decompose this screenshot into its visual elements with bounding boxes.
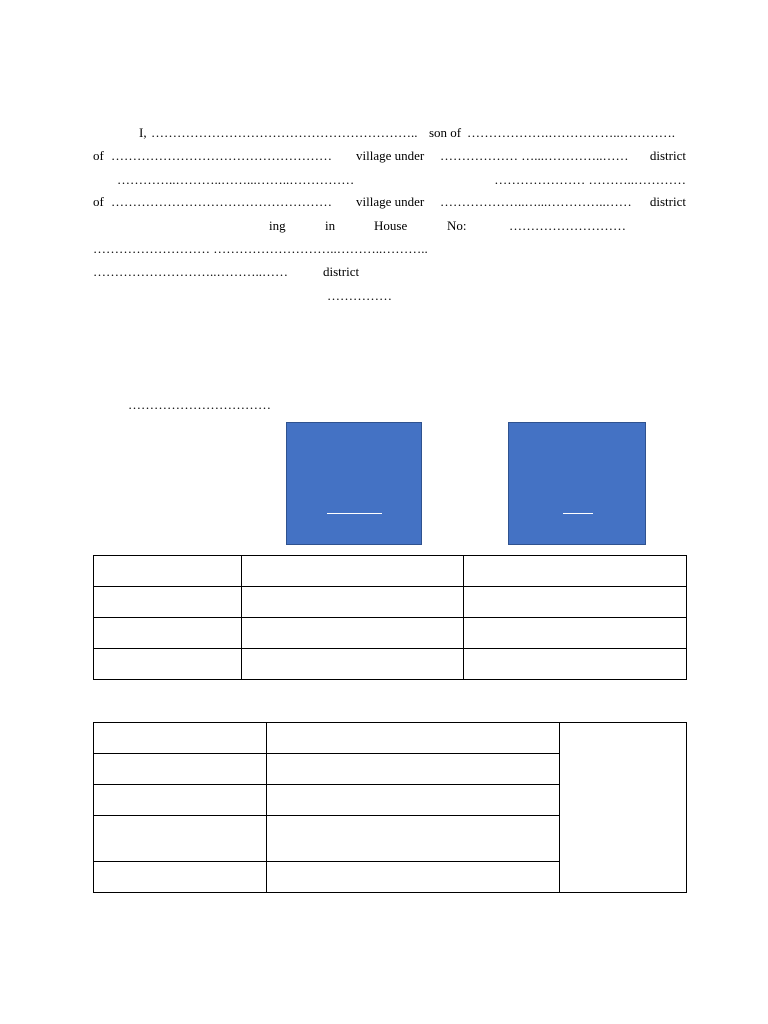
blank-3a: …………..………..……...……..…………… [117,172,355,187]
table-cell [464,649,687,680]
son-of-label: son of [429,125,462,140]
table-cell [94,649,242,680]
table-row [94,649,687,680]
table-cell [242,618,464,649]
table-cell [94,754,267,785]
table-cell [94,723,267,754]
table-cell [242,587,464,618]
district-label: district [649,194,686,209]
form-line-3 [93,171,686,189]
table-cell [94,618,242,649]
village-under-label: village under [356,194,425,209]
table-cell [464,618,687,649]
table-cell [267,862,560,893]
ing-text: ing [269,218,286,233]
form-line-8 [93,287,686,305]
form-line-5 [93,217,686,235]
table-row [94,618,687,649]
table-row [94,587,687,618]
table-cell [464,556,687,587]
table-cell [94,862,267,893]
table-cell [94,587,242,618]
form-line-1 [93,124,686,142]
form-line-7 [93,263,686,281]
form-line-4 [93,193,686,211]
of-label: of [93,194,104,209]
house-label: House [374,218,408,233]
name-blank: …………………………………………………….. [151,125,418,140]
district-label: district [323,264,360,279]
village-blank: …………………………………………… [111,194,332,209]
police-station-blank: ……………… …...…………..…… [440,148,629,163]
details-table-2 [93,722,687,893]
no-label: No: [447,218,467,233]
table-cell [94,816,267,862]
house-number-blank: ……………………… [509,218,626,233]
form-line-9 [93,396,686,414]
short-blank: …………… [327,288,392,303]
photo-box-underline [563,513,593,514]
district-label: district [649,148,686,163]
of-label: of [93,148,104,163]
in-text: in [325,218,336,233]
village-under-label: village under [356,148,425,163]
form-line-2 [93,147,686,165]
village-blank: …………………………………………… [111,148,332,163]
table-row [94,723,687,754]
form-line-6 [93,240,686,258]
father-name-blank: ……………….……………..…………. [467,125,675,140]
photo-box-left [286,422,422,545]
table-row [94,556,687,587]
table-cell [94,785,267,816]
table-cell [267,816,560,862]
address-blank: ……………………… ………………………..………..……….. [93,241,428,256]
merged-side-cell [560,723,687,893]
police-station-blank: ………………..…...…………..…… [440,194,632,209]
blank-3b: ………………… ………..………… [494,172,686,187]
photo-box-underline [327,513,382,514]
details-table-1 [93,555,687,680]
table-cell [94,556,242,587]
table-cell [242,649,464,680]
table-cell [464,587,687,618]
table-cell [267,754,560,785]
table-cell [242,556,464,587]
signature-blank: …………………………… [128,397,271,412]
address-blank-2: ………………………..………..…… [93,264,288,279]
table-cell [267,723,560,754]
pronoun-i: I, [139,125,147,140]
table-cell [267,785,560,816]
photo-box-right [508,422,646,545]
